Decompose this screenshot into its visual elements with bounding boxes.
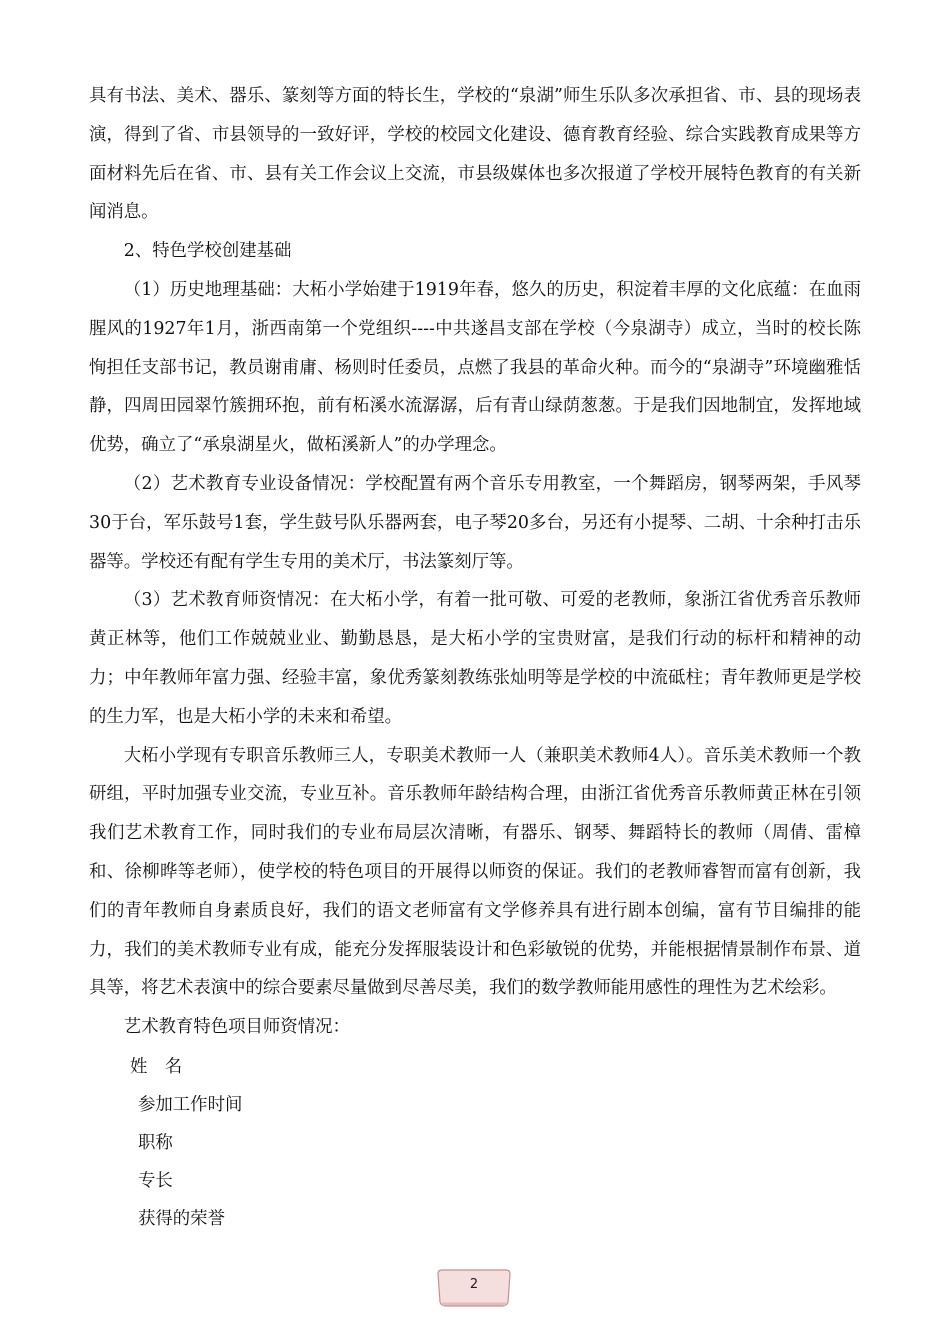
teacher-table-headers bbox=[130, 1048, 242, 1238]
header-honors: 获得的荣誉 bbox=[138, 1209, 225, 1229]
body-text bbox=[89, 77, 861, 1047]
paragraph-teachers: （3）艺术教育师资情况：在大柘小学，有着一批可敬、可爱的老教师，象浙江省优秀音乐教师黄正林等，他们工作兢兢业业、勤勤恳恳，是大柘小学的宝贵财富，是我们行动的标杆和精神的动力；中年教师年富力强、经验丰富，象优秀篆刻教练张灿明等是学校的中流砥柱；青年教师更是学校的生力军，也是大柘小学的未来和希望。 bbox=[89, 590, 861, 727]
header-name: 姓 名 bbox=[130, 1057, 183, 1077]
header-title: 职称 bbox=[138, 1133, 173, 1153]
section-heading: 2、特色学校创建基础 bbox=[123, 241, 292, 262]
header-start-date: 参加工作时间 bbox=[138, 1095, 243, 1115]
table-caption: 艺术教育特色项目师资情况： bbox=[123, 1017, 350, 1038]
paragraph-equipment: （2）艺术教育专业设备情况：学校配置有两个音乐专用教室，一个舞蹈房，钢琴两架，手风琴30于台，军乐鼓号1套，学生鼓号队乐器两套，电子琴20多台，另还有小提琴、二胡、十余种打击乐器等。学校还有配有学生专用的美术厅，书法篆刻厅等。 bbox=[89, 473, 861, 572]
page-number-tab bbox=[434, 1268, 514, 1310]
paragraph-staff: 大柘小学现有专职音乐教师三人，专职美术教师一人（兼职美术教师4人）。音乐美术教师一个教研组，平时加强专业交流，专业互补。音乐教师年龄结构合理，由浙江省优秀音乐教师黄正林在引领我们艺术教育工作，同时我们的专业布局层次清晰，有器乐、钢琴、舞蹈特长的教师（周倩、雷樟和、徐柳晔等老师），使学校的特色项目的开展得以师资的保证。我们的老教师睿智而富有创新，我们的青年教师自身素质良好，我们的语文老师富有文学修养具有进行剧本创编，富有节目编排的能力，我们的美术教师专业有成，能充分发挥服装设计和色彩敏锐的优势，并能根据情景制作布景、道具等，将艺术表演中的综合要素尽量做到尽善尽美，我们的数学教师能用感性的理性为艺术绘彩。 bbox=[89, 745, 861, 999]
paragraph-history: （1）历史地理基础：大柘小学始建于1919年春，悠久的历史，积淀着丰厚的文化底蕴：在血雨腥风的1927年1月，浙西南第一个党组织----中共遂昌支部在学校（今泉湖寺）成立，当时的校长陈恂担任支部书记，教员谢甫庸、杨则时任委员，点燃了我县的革命火种。而今的“泉湖寺”环境幽雅恬静，四周田园翠竹簇拥环抱，前有柘溪水流潺潺，后有青山绿荫葱葱。于是我们因地制宜，发挥地域优势，确立了“承泉湖星火，做柘溪新人”的办学理念。 bbox=[89, 279, 861, 456]
paragraph-continuation: 具有书法、美术、器乐、篆刻等方面的特长生，学校的“泉湖”师生乐队多次承担省、市、县的现场表演，得到了省、市县领导的一致好评，学校的校园文化建设、德育教育经验、综合实践教育成果等方面材料先后在省、市、县有关工作会议上交流，市县级媒体也多次报道了学校开展特色教育的有关新闻消息。 bbox=[89, 86, 861, 223]
header-specialty: 专长 bbox=[138, 1171, 173, 1191]
page-number: 2 bbox=[469, 1277, 479, 1292]
